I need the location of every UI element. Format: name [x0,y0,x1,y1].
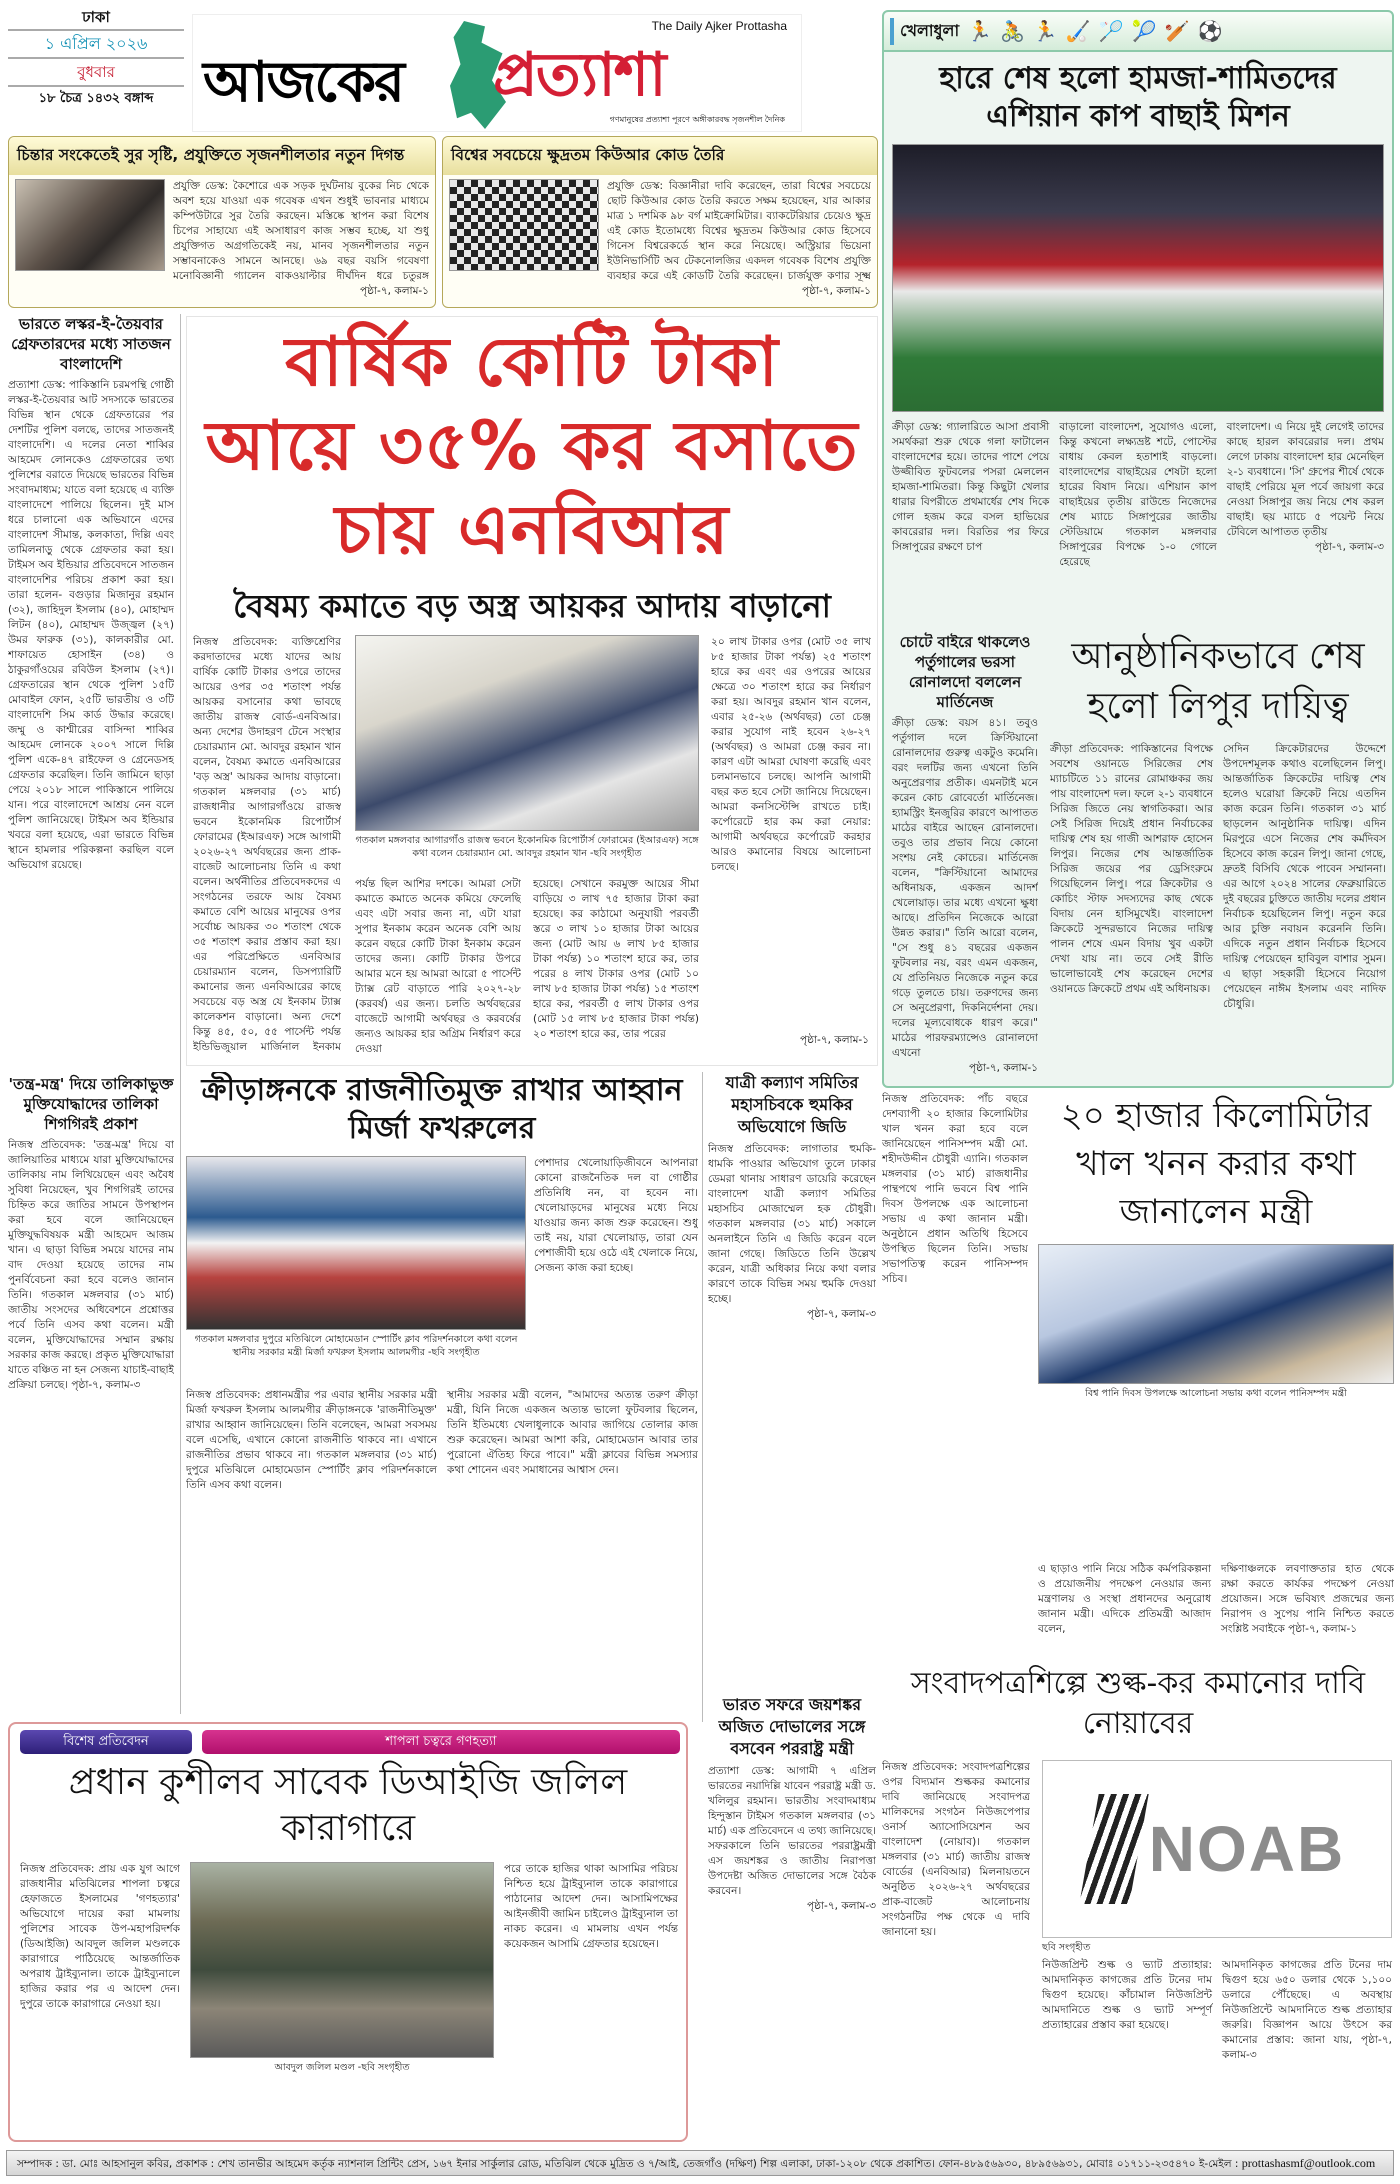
special-report-tag[interactable]: বিশেষ প্রতিবেদন [20,1730,192,1754]
story-body: ক্রীড়া ডেস্ক: বয়স ৪১। তবুও পর্তুগাল দলে ক্রিস্টিয়ানো রোনালদোর গুরুত্ব একটুও কমেনি। বরং দলটির জন্য এখনো তিনি অনুপ্রেরণার প্রতীক। এমনটাই মনে করেন কোচ রোবের্তো মার্তিনেজ। হ্যামস্ট্রিং ইনজুরির কারণে আপাতত মাঠের বাইরে আছেন রোনালদো। তবুও তার প্রভাব নিয়ে কোনো সংশয় নেই কোচের। মার্তিনেজ বলেন, "ক্রিস্টিয়ানো আমাদের অধিনায়ক, একজন আদর্শ খেলোয়াড়। তার মধ্যে এখনো ক্ষুধা আছে। প্রতিদিন নিজেকে আরো উন্নত করার।" তিনি আরো বলেন, "সে শুধু ৪১ বছরের একজন ফুটবলার নয়, বরং এমন একজন, যে প্রতিনিয়ত নিজেকে নতুন করে গড়ে তুলতে চায়। তরুণদের জন্য সে অনুপ্রেরণা, দিকনির্দেশনা দেয়। দলের মূল্যবোধকে ধারণ করে।" মাঠের পারফরম্যান্সেও রোনালদো এখনো [892,717,1038,1059]
lead-subheadline[interactable]: বৈষম্য কমাতে বড় অস্ত্র আয়কর আদায় বাড়ানো [233,587,831,625]
football-icon: ⚽ [1197,19,1223,43]
canal-column-2 [1221,1562,1394,1656]
page-ref[interactable]: পৃষ্ঠা-৭, কলাম-১ [969,1062,1038,1074]
mirza-column-3: পেশাদার খেলোয়াড়িজীবনে আপনারা কোনো রাজনৈতিক দল বা গোষ্ঠীর প্রতিনিধি নন, বা হবেন না। খেলোয়াড়দের মানুষের মধ্যে নিয়ে যাওয়ার জন্য কাজ শুরু করেছেন। শুধু তাই নয়, যারা খেলোয়াড়, তারা যেন পেশাজীবী হয়ে ওঠে এই খেলাকে নিয়ে, সেজন্য কাজ করা হচ্ছে। [534,1157,698,1274]
top-story-body: প্রযুক্তি ডেস্ক: বিজ্ঞানীরা দাবি করেছেন, তারা বিশ্বের সবচেয়ে ছোট কিউআর কোড তৈরি করতে সক্ষম হয়েছেন, যার আকার মাত্র ১ দশমিক ৯৮ বর্গ মাইক্রোমিটার। ব্যাকটেরিয়ার চেয়েও ক্ষুদ্র এই কোড ইতোমধ্যে বিশ্বের ক্ষুদ্রতম কিউআর কোড হিসেবে গিনেস বিশ্বরেকর্ডে স্থান করে নিয়েছে। অস্ট্রিয়ার ভিয়েনা ইউনিভার্সিটি অব টেকনোলজির একদল গবেষক বিশেষ প্রযুক্তি ব্যবহার করে এই কোডটি তৈরি করেছেন। চার্জযুক্ত কণার সূক্ষ্ম [607,180,871,282]
mirza-photo [186,1156,526,1330]
jatri-story[interactable] [708,1072,876,1672]
story-headline[interactable]: সংবাদপত্রশিল্পে শুল্ক-কর কমানোর দাবি নোয়াবের [910,1666,1366,1741]
topic-tag[interactable]: শাপলা চত্বরে গণহত্যা [202,1730,680,1754]
sports-lead-photo [892,144,1384,412]
dateline-city: ঢাকা [8,4,184,31]
story-headline[interactable]: প্রধান কুশীলব সাবেক ডিআইজি জলিল কারাগারে [68,1762,628,1849]
cricket-icon: 🏏 [1164,19,1190,43]
noab-logo-image [1042,1760,1392,1938]
sports-section [882,10,1394,1088]
canal-column-2-text: দক্ষিণাঞ্চলকে লবণাক্ততার হাত থেকে রক্ষা করতে কার্যকর পদক্ষেপ নেওয়া প্রয়োজন। সঙ্গে ভবিষ্যৎ প্রজন্মের জন্য নিরাপদ ও সুপেয় পানি নিশ্চিত করতে সংশ্লিষ্ট সবাইকে [1221,1563,1394,1635]
story-headline[interactable]: ভারতে লস্কর-ই-তৈয়বার গ্রেফতারদের মধ্যে সাতজন বাংলাদেশি [11,315,171,373]
special-column-1: নিজস্ব প্রতিবেদক: প্রায় এক যুগ আগে রাজধানীর মতিঝিলের শাপলা চত্বরে হেফাজতে ইসলামের 'গণহত্যার' অভিযোগে দায়ের করা মামলায় পুলিশের সাবেক উপ-মহাপরিদর্শক (ডিআইজি) আবদুল জলিল মণ্ডলকে কারাগারে পাঠিয়েছে আন্তর্জাতিক অপরাধ ট্রাইব্যুনাল। তাকে ট্রাইব্যুনালে হাজির করার পর এ আদেশ দেন। দুপুরে তাকে কারাগারে নেওয়া হয়। [20,1863,180,2010]
qr-code-image [449,179,599,271]
dateline-day: বুধবার [8,59,184,87]
top-story-headline[interactable]: চিন্তার সংকেতেই সুর সৃষ্টি, প্রযুক্তিতে সৃজনশীলতার নতুন দিগন্ত [9,137,435,175]
noab-column-2: নিউজপ্রিন্ট শুল্ক ও ভ্যাট প্রত্যাহার: আমদানিকৃত কাগজের প্রতি টনের দাম দ্বিগুণ হয়েছে। কাঁচামাল নিউজপ্রিন্ট আমদানিতে শুল্ক ও ভ্যাট সম্পূর্ণ প্রত্যাহারের প্রস্তাব করা হয়েছে। [1042,1959,1212,2031]
sports-lead-headline[interactable]: হারে শেষ হলো হামজা-শামিতদের এশিয়ান কাপ বাছাই মিশন [939,61,1337,134]
lead-column-1: নিজস্ব প্রতিবেদক: ব্যক্তিশ্রেণির করদাতাদের মধ্যে যাদের আয় বার্ষিক কোটি টাকার ওপরে তাদের আয়ের ওপর ৩৫ শতাংশ পর্যন্ত আয়কর বসানোর কথা ভাবছে জাতীয় রাজস্ব বোর্ড-এনবিআর। অন্য দেশের উদাহরণ টেনে সংস্থার চেয়ারম্যান মো. আবদুর রহমান খান বলেন, বৈষম্য কমাতে এনবিআরের 'বড় অস্ত্র' আয়কর আদায় বাড়ানো। গতকাল মঙ্গলবার (৩১ মার্চ) রাজধানীর আগারগাঁওয়ে রাজস্ব ভবনে ইকোনমিক রিপোর্টার্স ফোরামের (ইআরএফ) সঙ্গে আগামী ২০২৬-২৭ অর্থবছরের জন্য প্রাক-বাজেট আলোচনায় তিনি এ কথা বলেন। অর্থনীতির প্রতিবেদকদের এ সংগঠনের তরফে আয় বৈষম্য কমাতে বেশি আয়ের মানুষের ওপর সর্বোচ্চ আয়কর ৩০ শতাংশ থেকে ৩৫ শতাংশ করার প্রস্তাব করা হয়। এর পরিপ্রেক্ষিতে এনবিআর চেয়ারম্যান বলেন, ডিসপ্যারিটি কমানোর জন্য এনবিআরের কাছে সবচেয়ে বড় অস্ত্র যে ইনকাম ট্যাক্স কালেকশন বাড়ানো। অন্য দেশে কিন্তু ৪৫, ৫০, ৫৫ পার্সেন্ট পর্যন্ত ইন্ডিভিজুয়াল মার্জিনাল ইনকাম [193,636,341,1053]
canal-column-1: এ ছাড়াও পানি নিয়ে সঠিক কর্মপরিকল্পনা ও প্রয়োজনীয় পদক্ষেপ নেওয়ার জন্য মন্ত্রণালয় ও সংস্থা প্রধানদের অনুরোধ জানান মন্ত্রী। এদিকে প্রতিমন্ত্রী আজাদ বলেন, [1038,1563,1211,1635]
sports-lead-column-3 [1227,420,1384,590]
lipu-column-1: ক্রীড়া প্রতিবেদক: পাকিস্তানের বিপক্ষে সবশেষ ওয়ানডে সিরিজের শেষ ম্যাচটিতে ১১ রানের রোমাঞ্চকর জয় পায় বাংলাদেশ দল। ফলে ২-১ ব্যবধানে সিরিজ জিতে নেয় স্বাগতিকরা। আর সেই সিরিজ দিয়েই প্রধান নির্বাচকের দায়িত্ব শেষ হয় গাজী আশরাফ হোসেন লিপুর। নিজের শেষ আন্তর্জাতিক সিরিজ জয়ের পর ড্রেসিংরুমে গিয়েছিলেন লিপু। পরে ক্রিকেটার ও কোচিং স্টাফ সদস্যদের কাছ থেকে বিদায় নেন হাসিমুখেই। বাংলাদেশ ক্রিকেটে সুন্দরভাবে নিজের দায়িত্ব পালন শেষে এমন বিদায় খুব একটা দেখা যায় না। তবে সেই রীতি ভালোভাবেই শেষ করেছেন দেশের ওয়ানডে ক্রিকেটে প্রথম এই অধিনায়ক। [1050,743,1213,995]
noab-logo-text: NOAB [1148,1813,1346,1885]
imprint-text: সম্পাদক : ডা. মোঃ আহসানুল কবির, প্রকাশক : শেখ তানভীর আহমেদ কর্তৃক ন্যাশনাল প্রিন্টিং প্রেস, ১৬৭ ইনার সার্কুলার রোড, মতিঝিল থেকে মুদ্রিত ও ৭/আই, তেজগাঁও (দক্ষিণ) শিল্প এলাকা, ঢাকা-১২০৮ থেকে প্রকাশিত। ফোন-৪৮৯৫৬৯৩০, ৪৮৯৫৬৯৩১, মোবাঃ ০১৭১১-২৩৫৪৭০ ই-মেইল : [17,2158,1239,2170]
noab-story[interactable] [882,1664,1394,2144]
newspaper-stack-icon [1079,1794,1148,1904]
column-divider [702,1072,703,1722]
column-divider [180,314,181,1714]
footer-imprint [6,2150,1394,2176]
story-body: নিজস্ব প্রতিবেদক: লাগাতার হুমকি-ধামকি পাওয়ার অভিযোগ তুলে ঢাকার ডেমরা থানায় সাধারণ ডায়েরি করেছেন বাংলাদেশ যাত্রী কল্যাণ সমিতির মহাসচিব মোজাম্মেল হক চৌধুরী। গতকাল মঙ্গলবার (৩১ মার্চ) সকালে অনলাইনে তিনি এ জিডি করেন বলে জানা গেছে। জিডিতে তিনি উল্লেখ করেন, যাত্রী অধিকার নিয়ে কথা বলার কারণে তাকে বিভিন্ন সময় হুমকি দেওয়া হচ্ছে। [708,1143,876,1305]
dateline-date: ১ এপ্রিল ২০২৬ [8,31,184,59]
lead-photo-block [355,635,699,860]
left-column-story-2[interactable] [8,1074,174,1714]
special-photo [190,1862,494,2058]
lead-column-3: হয়েছে। সেখানে করমুক্ত আয়ের সীমা বাড়িয়ে ৩ লাখ ৭৫ হাজার টাকা করা হয়েছে। কর কাঠামো অনুযায়ী পরবর্তী স্তরে ৩ লাখ ১০ হাজার টাকা আয়ের জন্য (মোট আয় ৬ লাখ ৮৫ হাজার টাকা পর্যন্ত) ১০ শতাংশ হারে কর, তার পরের ৪ লাখ টাকার ওপর (মোট ১০ লাখ ৮৫ হাজার টাকা পর্যন্ত) ১৫ শতাংশ হারে কর, পরবর্তী ৫ লাখ টাকার ওপর (মোট ১৫ লাখ ৮৫ হাজার টাকা পর্যন্ত) ২০ শতাংশ হারে কর, তার পরের [533,878,699,1040]
sports-lead-column-3-text: বাংলাদেশ। এ নিয়ে দুই লেগেই তাদের কাছে হারল কাবরেরার দল। প্রথম লেগে ঢাকায় বাংলাদেশ হার মেনেছিল ২-১ ব্যবধানে। 'সি' গ্রুপের শীর্ষে থেকে বাছাই পেরিয়ে মূল পর্বে জায়গা করে নেওয়া সিঙ্গাপুর জয় নিয়ে শেষ করল বাছাই। ছয় ম্যাচে ৫ পয়েন্ট নিয়ে টেবিলে আপাতত তৃতীয় [1226,421,1384,538]
story-headline[interactable]: ভারত সফরে জয়শঙ্কর অজিত দোভালের সঙ্গে বসবেন পররাষ্ট্র মন্ত্রী [718,1695,866,1758]
english-name: The Daily Ajker Prottasha [651,19,787,33]
special-photo-block [190,1862,494,2074]
date-block [8,4,184,111]
sports-section-banner [884,12,1392,52]
story-headline[interactable]: 'তন্ত্র-মন্ত্র' দিয়ে তালিকাভুক্ত মুক্তিযোদ্ধাদের তালিকা শিগগিরই প্রকাশ [8,1075,174,1133]
page-ref[interactable]: পৃষ্ঠা-৭, কলাম-৩ [1315,541,1384,553]
canal-photo [1038,1244,1394,1384]
noab-column-1: নিজস্ব প্রতিবেদক: সংবাদপত্রশিল্পের ওপর বিদ্যমান শুল্ককর কমানোর দাবি জানিয়েছে সংবাদপত্র মালিকদের সংগঠন নিউজপেপার ওনার্স অ্যাসোসিয়েশন অব বাংলাদেশ (নোয়াব)। গতকাল মঙ্গলবার (৩১ মার্চ) জাতীয় রাজস্ব বোর্ডের (এনবিআর) মিলনায়তনে অনুষ্ঠিত ২০২৬-২৭ অর্থবছরের প্রাক-বাজেট আলোচনায় সংগঠনটির পক্ষ থেকে এ দাবি জানানো হয়। [882,1761,1030,1938]
special-report[interactable] [8,1722,688,2142]
canal-intro: নিজস্ব প্রতিবেদক: পাঁচ বছরে দেশব্যাপী ২০ হাজার কিলোমিটার খাল খনন করা হবে বলে জানিয়েছেন পানিসম্পদ মন্ত্রী মো. শহীদউদ্দীন চৌধুরী এ্যানি। গতকাল মঙ্গলবার (৩১ মার্চ) রাজধানীর পান্থপথে পানি ভবনে বিশ্ব পানি দিবস উপলক্ষে এক আলোচনা সভায় এ কথা জানান মন্ত্রী। অনুষ্ঠানে প্রধান অতিথি হিসেবে উপস্থিত ছিলেন তিনি। সভায় সভাপতিত্ব করেন পানিসম্পদ সচিব। [882,1093,1028,1285]
canal-photo-caption: বিশ্ব পানি দিবস উপলক্ষে আলোচনা সভায় কথা বলেন পানিসম্পদ মন্ত্রী [1085,1388,1347,1399]
masthead-logo[interactable] [192,14,802,132]
noab-photo-caption: ছবি সংগৃহীত [1042,1942,1091,1953]
bicycle-icon: 🚴 [1000,19,1025,43]
mirza-photo-caption: গতকাল মঙ্গলবার দুপুরে মতিঝিলে মোহামেডান স্পোর্টিং ক্লাব পরিদর্শনকালে কথা বলেন স্থানীয় সরকার মন্ত্রী মির্জা ফখরুল ইসলাম আলমগীর -ছবি সংগৃহীত [194,1334,518,1358]
story-body: নিজস্ব প্রতিবেদক: 'তন্ত্র-মন্ত্র' দিয়ে বা জালিয়াতির মাধ্যমে যারা মুক্তিযোদ্ধাদের তালিকায় নাম লিখিয়েছেন এবং অবৈধ সুবিধা নিয়েছেন, খুব শিগগিরই তাদের চিহ্নিত করে জাতির সামনে উপস্থাপন করা হবে বলে জানিয়েছেন মুক্তিযুদ্ধবিষয়ক মন্ত্রী আহমেদ আজম খান। এ ছাড়া বিভিন্ন সময়ে যাদের নাম বাদ দেওয়া হয়েছে তাদের নাম পুনর্বিবেচনা করা হবে বলেও জানান তিনি। গতকাল মঙ্গলবার (৩১ মার্চ) জাতীয় সংসদের অধিবেশনে প্রশ্নোত্তর পর্বে তিনি এসব কথা বলেন। মন্ত্রী বলেন, মুক্তিযোদ্ধাদের সম্মান রক্ষায় সরকার কাজ করছে। প্রকৃত মুক্তিযোদ্ধারা যাতে বঞ্চিত না হন সেজন্য যাচাই-বাছাই প্রক্রিয়া চলছে। পৃষ্ঠা-৭, কলাম-৩ [8,1139,174,1391]
lead-headline-line-3[interactable]: চায় এনবিআর [334,491,730,570]
hockey-icon: 🏑 [1065,19,1091,43]
lead-column-2: পর্যন্ত ছিল আশির দশকে। আমরা সেটা কমাতে কমাতে অনেক কমিয়ে ফেলেছি এবং এটা সবার জন্য না, এটা যারা সুপার ইনকাম করেন অনেক বেশি আয় করেন বছরে কোটি টাকা ইনকাম করেন তাদের জন্য। কোটি টাকার উপরে আমার মনে হয় আমরা আরো ৫ পার্সেন্ট ট্যাক্স রেট বাড়াতে পারি ২০২৭-২৮ (করবর্ষ) এর জন্য। চলতি অর্থবছরের বাজেটে আগামী অর্থবছর ও করবর্ষের জন্যও আয়কর হার অগ্রিম নির্ধারণ করে দেওয়া [355,878,521,1055]
top-story-photo [15,179,165,271]
story-headline[interactable]: আনুষ্ঠানিকভাবে শেষ হলো লিপুর দায়িত্ব [1071,636,1365,727]
runner-icon: 🏃 [967,19,992,43]
story-headline[interactable]: ক্রীড়াঙ্গনকে রাজনীতিমুক্ত রাখার আহ্বান মির্জা ফখরুলের [201,1073,683,1146]
story-headline[interactable]: যাত্রী কল্যাণ সমিতির মহাসচিবকে হুমকির অভিযোগে জিডি [725,1073,859,1136]
canal-story[interactable] [882,1092,1394,1658]
badminton-icon: 🏸 [1098,19,1124,43]
logo-text-prottasha: প্রত্যাশা [493,40,665,110]
lead-story[interactable] [186,316,878,1066]
lead-photo-caption: গতকাল মঙ্গলবার আগারগাঁও রাজস্ব ভবনে ইকোনমিক রিপোর্টার্স ফোরামের (ইআরএফ) সঙ্গে কথা বলেন চেয়ারম্যান মো. আবদুর রহমান খান -ছবি সংগৃহীত [355,835,699,859]
mirza-photo-block [186,1156,526,1382]
lead-headline-line-2[interactable]: আয়ে ৩৫% কর বসাতে [205,407,859,486]
page-ref[interactable]: পৃষ্ঠা-৭, কলাম-৩ [1222,2034,1392,2061]
story-body: প্রত্যাশা ডেস্ক: আগামী ৭ এপ্রিল ভারতের নয়াদিল্লি যাবেন পররাষ্ট্র মন্ত্রী ড. খলিলুর রহমান। ভারতীয় সংবাদমাধ্যম হিন্দুস্তান টাইমস গতকাল মঙ্গলবার (৩১ মার্চ) এক প্রতিবেদনে এ তথ্য জানিয়েছে। সফরকালে তিনি ভারতের পররাষ্ট্রমন্ত্রী এস জয়শঙ্কর ও জাতীয় নিরাপত্তা উপদেষ্টা অজিত দোভালের সঙ্গে বৈঠক করবেন। [708,1765,876,1897]
sports-lead-column-1: ক্রীড়া ডেস্ক: গ্যালারিতে আসা প্রবাসী সমর্থকরা শুরু থেকে গলা ফাটালেন বাংলাদেশের হয়ে। তাদের পাশে পেয়ে উজ্জীবিত ফুটবলের পসরা মেললেন হামজা-শামিতরা। কিন্তু কিছুটা খেলার ধারার বিপরীতে প্রথমার্ধের শেষ দিকে গোল হজম করে বসল হাভিয়ের কাবরেরার দল। বিরতির পর ফিরে সিঙ্গাপুরের রক্ষণে চাপ [892,421,1050,553]
email-link[interactable]: prottashasmf@outlook.com [1241,2156,1376,2170]
page-ref[interactable]: পৃষ্ঠা-৭, কলাম-১ [800,1034,869,1046]
left-column-story-1[interactable] [8,314,174,1066]
lead-headline-line-1[interactable]: বার্ষিক কোটি টাকা [285,323,779,402]
top-story-1[interactable] [8,136,436,308]
top-story-headline[interactable]: বিশ্বের সবচেয়ে ক্ষুদ্রতম কিউআর কোড তৈরি [443,137,877,175]
special-column-3: পরে তাকে হাজির থাকা আসামির পরিচয় নিশ্চিত হয়ে ট্রাইব্যুনাল তাকে কারাগারে পাঠানোর আদেশ দেন। আসামিপক্ষের আইনজীবী জামিন চাইলেও ট্রাইব্যুনাল তা নাকচ করেন। এ মামলায় এখন পর্যন্ত কয়েকজন আসামি গ্রেফতার হয়েছেন। [504,1863,678,1950]
lipu-story[interactable] [1050,632,1386,1082]
tagline: গণমানুষের প্রত্যাশা পূরণে অঙ্গীকারবদ্ধ সৃজনশীল দৈনিক [608,114,787,127]
story-headline[interactable]: চোটে বাইরে থাকলেও পর্তুগালের ভরসা রোনালদো বললেন মার্তিনেজ [899,633,1031,711]
sports-lead-column-2: বাড়ালো বাংলাদেশ, সুযোগও এলো, কিন্তু কখনো লক্ষ্যভ্রষ্ট শটে, পোস্টের বাধায় কেবল হতাশাই বাড়লো। বাংলাদেশের বাছাইয়ের শেষটা হলো হারের বিষাদ নিয়ে। এশিয়ান কাপ বাছাইয়ের তৃতীয় রাউন্ডে নিজেদের শেষ ম্যাচে সিঙ্গাপুরের জাতীয় স্টেডিয়ামে গতকাল মঙ্গলবার সিঙ্গাপুরের বিপক্ষে ১-০ গোলে হেরেছে [1059,421,1217,568]
logo-text-ajker: আজকের [203,50,403,115]
noab-column-3-text: আমদানিকৃত কাগজের প্রতি টনের দাম দ্বিগুণ হয়ে ৬৫০ ডলার থেকে ১,১০০ ডলারে পৌঁছেছে। এ অবস্থায় নিউজপ্রিন্টে আমদানিতে শুল্ক প্রত্যাহার জরুরি। বিজ্ঞাপন আয়ে উৎসে কর কমানোর প্রস্তাব: জানা যায়, [1222,1959,1392,2046]
top-story-2[interactable] [442,136,878,308]
special-photo-caption: আবদুল জলিল মণ্ডল -ছবি সংগৃহীত [274,2062,410,2073]
page-ref[interactable]: পৃষ্ঠা-৭, কলাম-৩ [807,1308,876,1320]
mirza-column-2: স্থানীয় সরকার মন্ত্রী বলেন, "আমাদের অত্যন্ত তরুণ ক্রীড়া মন্ত্রী, যিনি নিজে একজন অত্যন্ত ভালো ফুটবলার ছিলেন, তিনি ইতিমধ্যে খেলাধুলাকে আবার জাগিয়ে তোলার কাজ শুরু করেছেন। আমরা আশা করি, মোহামেডান আবার তার পুরোনো ঐতিহ্য ফিরে পাবে।" মন্ত্রী ক্লাবের বিভিন্ন সমস্যার কথা শোনেন এবং সমাধানের আশ্বাস দেন। [447,1389,698,1476]
page-ref[interactable]: পৃষ্ঠা-৭, কলাম-১ [360,285,429,297]
sports-section-label[interactable]: খেলাধুলা [890,18,959,45]
dateline-bangla-date: ১৮ চৈত্র ১৪৩২ বঙ্গাব্দ [38,91,154,106]
ronaldo-story[interactable] [892,632,1038,1082]
running-pair-icon: 🏃 [1032,19,1058,43]
page-ref[interactable]: পৃষ্ঠা-৭, কলাম-৩ [807,1900,876,1912]
page-ref[interactable]: পৃষ্ঠা-৭, কলাম-১ [1288,1623,1358,1635]
story-body: প্রত্যাশা ডেস্ক: পাকিস্তানি চরমপন্থি গোষ্ঠী লস্কর-ই-তৈয়বার আট সদস্যকে ভারতের বিভিন্ন স্থান থেকে গ্রেফতারের পর দেশটির পুলিশ বলছে, তাদের সাতজনই বাংলাদেশি। এ দলের নেতা শাব্বির আহমেদ লোনকেও গ্রেফতারের তথ্য পুলিশের বরাতে দিয়েছে ভারতের বিভিন্ন সংবাদমাধ্যম; যাতে বলা হয়েছে এ ব্যক্তি বাংলাদেশে পালিয়ে ছিলেন। দুই মাস ধরে চালানো এক অভিযানে এদের বাংলাদেশ সীমান্ত, কলকাতা, দিল্লি এবং তামিলনাড়ু থেকে গ্রেফতার করা হয়। টাইমস অব ইন্ডিয়ার প্রতিবেদনে সাতজন বাংলাদেশির পরিচয় প্রকাশ করা হয়। তারা হলেন- বগুড়ার মিজানুর রহমান (৩২), জাহিদুল ইসলাম (৪০), মোহাম্মদ লিটন (৪০), মোহাম্মদ উজ্জ্বল (২৭) উমর ফারুক (৩১), কালকারীর মো. শাফায়েত হোসাইন (৩৪) ও ঠাকুরগাঁওয়ের রবিউল ইসলাম (২৭)। গ্রেফতারের স্থান থেকে পুলিশ ১৫টি মোবাইল ফোন, ২৫টি ভারতীয় ও ৩টি বাংলাদেশি সিম কার্ড উদ্ধার করেছে। জম্মু ও কাশ্মীরের বাসিন্দা শাব্বির আহমেদ লোনকে ২০০৭ সালে দিল্লি পুলিশ একে-৪৭ রাইফেল ও গ্রেনেডসহ গ্রেফতার করেছিল। তিনি জামিনে ছাড়া পেয়ে ২০১৮ সালে পাকিস্তানে পালিয়ে যান। পরে বাংলাদেশে আশ্রয় নেন বলে পুলিশ জানিয়েছে। টাইমস অব ইন্ডিয়ার খবরে বলা হয়েছে, এরা ভারতে বিভিন্ন স্থানে হামলার পরিকল্পনা করছিল বলে অভিযোগ রয়েছে। [8,379,174,871]
lead-column-4: ২০ লাখ টাকার ওপর (মোট ৩৫ লাখ ৮৫ হাজার টাকা পর্যন্ত) ২৫ শতাংশ হারে কর এবং এর ওপরের আয়ের ক্ষেত্রে ৩০ শতাংশ হারে কর নির্ধারণ করা হয়। আবদুর রহমান খান বলেন, এবার ২৫-২৬ (অর্থবছর) তো চেঞ্জ করার সুযোগ নাই হবেন ২৬-২৭ (অর্থবছর) ও আমরা চেঞ্জ করব না। কারণ এটা আমরা ঘোষণা করেছি এবং চলমানভাবে চলছে। আপনি আগামী বছর কত হবে সেটা জানিয়ে দিয়েছেন। আমরা কনসিস্টেন্সি রাখতে চাই। কর্পোরেটে হার কম করা নেয়ার: আগামী অর্থবছরে কর্পোরেট করহার আরও কমানোর বিষয়ে আলোচনা চলছে। [711,636,871,873]
lead-photo [355,635,699,831]
tennis-icon: 🎾 [1131,19,1157,43]
lipu-column-2: সেদিন ক্রিকেটারদের উদ্দেশে উপদেশমূলক কথাও বলেছিলেন লিপু। আন্তর্জাতিক ক্রিকেটের দায়িত্ব শেষ হলেও ঘরোয়া ক্রিকেট নিয়ে এতদিন কাজ করেন তিনি। গতকাল ৩১ মার্চ ছাড়লেন আনুষ্ঠানিক দায়িত্ব। এদিন মিরপুরে এসে নিজের শেষ কর্মদিবস হিসেবে কাজ করেন লিপু। জানা গেছে, দ্রুতই বিসিবি থেকে পাবেন সম্মাননা। এর আগে ২০২৪ সালের ফেব্রুয়ারিতে দুই বছরের চুক্তিতে জাতীয় দলের প্রধান নির্বাচক হয়েছিলেন লিপু। নতুন করে আর চুক্তি নবায়ন করেননি তিনি। এদিকে নতুন প্রধান নির্বাচক হিসেবে দায়িত্ব পেয়েছেন হাবিবুল বাশার সুমন। এ ছাড়া সহকারী হিসেবে নিয়োগ পেয়েছেন নাঈম ইসলাম এবং নাদিফ চৌধুরি। [1223,743,1386,1010]
mirza-story[interactable] [186,1072,698,1712]
page-ref[interactable]: পৃষ্ঠা-৭, কলাম-১ [802,285,871,297]
mirza-column-1: নিজস্ব প্রতিবেদক: প্রধানমন্ত্রীর পর এবার স্থানীয় সরকার মন্ত্রী মির্জা ফখরুল ইসলাম আলমগীর ক্রীড়াঙ্গনকে 'রাজনীতিমুক্ত' রাখার আহ্বান জানিয়েছেন। তিনি বলেছেন, আমরা সবসময় বলে এসেছি, এখানে কোনো রাজনীতি থাকবে না। এখানে রাজনীতির প্রভাব থাকবে না। গতকাল মঙ্গলবার (৩১ মার্চ) দুপুরে মতিঝিলে মোহামেডান স্পোর্টিং ক্লাব পরিদর্শনকালে তিনি এসব কথা বলেন। [186,1389,437,1491]
story-headline[interactable]: ২০ হাজার কিলোমিটার খাল খনন করার কথা জানালেন মন্ত্রী [1060,1096,1372,1232]
noab-column-3 [1222,1958,1392,2063]
top-story-body: প্রযুক্তি ডেস্ক: কৈশোরে এক সড়ক দুর্ঘটনায় বুকের নিচ থেকে অবশ হয়ে যাওয়া এক গবেষক এখন শুধুই ভাবনার মাধ্যমে কম্পিউটারে সুর তৈরি করছেন। মস্তিষ্কে স্থাপন করা বিশেষ চিপের সাহায্যে এই অসাধারণ কাজ সম্ভব হচ্ছে, যা শুধু প্রযুক্তিগত অগ্রগতিকেই নয়, মানব সৃজনশীলতার নতুন সম্ভাবনাকেও সামনে আনছে। ৬৯ বছর বয়সি গবেষণা মনোবিজ্ঞানী গ্যালেন বাকওয়াল্টার দীর্ঘদিন ধরে চতুরঙ্গ [173,180,429,282]
jaishankar-story[interactable] [708,1694,876,2140]
